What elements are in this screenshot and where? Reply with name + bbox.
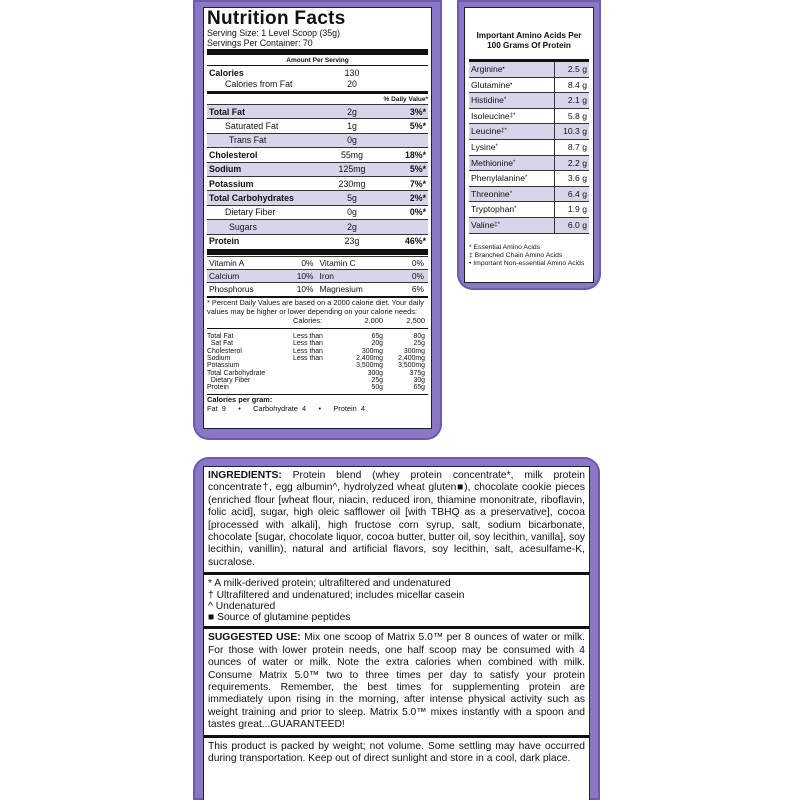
suggested-use-block [204,629,589,734]
nutrient-daily-value: 46%* [404,236,426,247]
dv-nutrient: Sat Fat [207,340,234,348]
divider-thick [207,249,428,255]
vitamin-name: Iron [318,269,399,282]
nutrient-row [207,176,428,190]
ingredients-block [204,467,589,572]
amino-acid-value: 8.4 g [567,79,587,90]
amino-acid-mark: * [503,97,507,104]
dv-2000: 300mg [361,347,383,355]
nutrient-amount: 2g [347,221,357,232]
dv-2500: 2,400mg [398,354,425,362]
amino-acid-row [469,93,589,109]
calories-from-fat-label: Calories from Fat [225,79,293,89]
amino-acid-name [469,156,555,171]
calories-header-2500: 2,500 [406,316,425,326]
vitamin-value: 10% [288,269,318,282]
amino-acid-name [469,187,555,202]
divider-mid [207,91,428,94]
nutrient-daily-value: 7%* [409,178,426,189]
legend-item: • Important Non-essential Amino Acids [469,259,585,267]
dv-nutrient: Total Carbohydrate [207,369,266,377]
amino-acid-row [469,171,589,187]
amino-acid-name-text: Leucine [471,126,502,137]
ingredients-panel [193,457,600,800]
nutrient-row [207,205,428,219]
dv-qualifier: Less than [293,340,323,348]
vitamin-value: 10% [288,282,318,295]
nutrient-amount: 0g [347,135,357,146]
ingredients-notes [204,575,589,626]
dv-2000: 50g [371,384,383,392]
vitamin-name: Phosphorus [207,282,288,295]
amino-acids-title: Important Amino Acids Per 100 Grams Of Protein [476,31,582,50]
dv-nutrient: Sodium [207,354,231,362]
amino-acid-name-text: Valine [471,219,495,230]
nutrient-row [207,104,428,118]
nutrient-row [207,118,428,132]
nutrient-label: Sodium [209,164,242,175]
dv-2500: 25g [413,340,425,348]
amino-acid-value: 8.7 g [567,141,587,152]
calories-header-2000: 2,000 [364,316,383,326]
nutrient-amount: 5g [347,193,357,204]
nutrient-label: Protein [209,236,240,247]
amino-acids-legend [469,244,589,268]
amino-acid-mark: • [502,66,505,72]
amino-acid-row [469,187,589,203]
amino-acid-name-text: Glutamine [471,79,511,90]
dv-nutrient: Dietary Fiber [207,376,251,384]
nutrient-daily-value: 5%* [409,164,426,175]
nutrient-daily-value: 2%* [409,193,426,204]
amino-acid-value: 5.8 g [567,110,587,121]
amino-acid-mark: ‡* [509,112,516,119]
nutrient-amount: 1g [347,121,357,132]
amino-acid-value: 10.3 g [563,126,587,137]
amino-acids-table [469,59,589,234]
ingredients-label [203,466,590,800]
amino-acid-value: 3.6 g [567,173,587,184]
amino-acid-value: 1.9 g [567,204,587,215]
amino-acid-name [469,78,555,93]
calories-from-fat-row [207,79,428,90]
dv-nutrient: Cholesterol [207,347,242,355]
vitamin-value: 0% [398,269,428,282]
nutrient-amount: 125mg [338,164,366,175]
dv-2000: 25g [371,376,383,384]
amino-acid-mark: ‡* [494,221,500,228]
amino-acid-mark: ‡* [501,128,507,135]
nutrient-label: Total Carbohydrates [209,193,294,204]
dv-qualifier [293,384,343,391]
amino-acid-name [469,124,555,139]
dv-qualifier [293,362,343,369]
amino-acid-name [469,171,555,186]
packing-note: This product is packed by weight; not volume. Some settling may have occurred during transportation. Keep out of direct sunlight and store in a cool, dark place. [208,740,585,765]
amino-acid-name-text: Arginine [471,64,503,74]
nutrient-daily-value: 5%* [409,121,426,132]
nutrient-label: Potassium [209,178,254,189]
amino-acid-value: 2.5 g [567,64,587,74]
divider [207,65,428,66]
nutrition-facts-title: Nutrition Facts [207,8,346,29]
amount-per-serving: Amount Per Serving [286,57,349,64]
dv-qualifier: Less than [293,347,323,355]
nutrient-row [207,219,428,233]
legend-item: ‡ Branched Chain Amino Acids [469,251,563,259]
nutrient-amount: 23g [344,236,360,247]
nutrient-row [207,162,428,176]
nutrient-label: Sugars [229,221,257,232]
dv-2000: 65g [371,333,383,341]
amino-acid-name [469,202,555,217]
amino-acids-panel [457,0,601,290]
nutrition-facts-panel [193,0,442,440]
nutrient-row [207,234,428,248]
dv-2500: 300mg [403,347,425,355]
dv-qualifier [293,370,343,377]
nutrition-facts-label [203,7,432,429]
nutrient-daily-value: 3%* [409,106,426,117]
amino-acid-name-text: Lysine [471,141,496,152]
ingredients-heading: INGREDIENTS: [208,470,282,481]
daily-value-table [207,333,428,391]
calories-header-row [207,316,428,326]
dv-qualifier: Less than [293,333,323,341]
ingredient-note: † Ultrafiltered and undenatured; includes micellar casein [208,589,465,601]
amino-acid-name [469,140,555,155]
amino-acid-mark: • [510,81,513,88]
dv-qualifier [293,377,343,384]
legend-item: * Essential Amino Acids [469,243,541,251]
calories-header-label: Calories: [293,316,323,326]
amino-acid-name-text: Tryptophan [471,204,515,215]
vitamin-name: Vitamin C [318,256,399,269]
amino-acid-mark: * [525,175,528,182]
vitamin-name: Vitamin A [207,256,288,269]
amino-acid-name-text: Isoleucine [471,110,510,121]
nutrient-amount: 230mg [338,178,366,189]
vitamin-name: Calcium [207,269,288,282]
nutrient-row [207,147,428,161]
dv-2000: 2,400mg [356,354,383,362]
amino-acids-label [464,7,594,283]
dv-nutrient: Potassium [207,362,240,370]
amino-acid-name-text: Histidine [471,95,504,106]
dv-nutrient: Protein [207,384,229,392]
amino-acid-row [469,78,589,94]
nutrient-label: Dietary Fiber [225,207,276,218]
dv-2500: 80g [413,333,425,341]
calories-row [207,68,428,79]
amino-acid-mark: * [509,190,513,197]
amino-acid-name-text: Phenylalanine [471,173,525,184]
nutrient-label: Saturated Fat [225,121,279,132]
amino-acid-name [469,218,555,233]
amino-acid-row [469,109,589,125]
amino-acid-row [469,62,589,78]
amino-acid-name [469,93,555,108]
suggested-use-heading: SUGGESTED USE: [208,632,301,644]
daily-value-footnote: * Percent Daily Values are based on a 2000 calorie diet. Your daily values may be higher or lower depending on your calorie needs: [207,297,424,316]
amino-acid-value: 2.2 g [567,157,587,168]
nutrient-amount: 0g [347,207,357,218]
amino-acid-mark: * [495,143,498,150]
calories-value: 130 [344,68,360,78]
amino-acid-mark: * [514,206,517,213]
dv-2000: 300g [367,369,383,377]
amino-acid-row [469,140,589,156]
amino-acid-row [469,156,589,172]
dv-qualifier: Less than [293,354,323,362]
nutrient-row [207,133,428,147]
nutrient-label: Total Fat [209,106,245,117]
dv-2500: 3,500mg [398,362,425,370]
calories-per-gram-label: Calories per gram: [207,395,273,405]
ingredients-text: Protein blend (whey protein concentrate*, milk protein concentrate†, egg albumin^, hydrolyzed wheat gluten■), chocolate cookie pieces (enriched flour [wheat flour, niacin, reduced iron, thiamine mononitrate, riboflavin, folic acid], sugar, high oleic safflower oil [with TBHQ as a preservative], cocoa [processed with alkali], high fructose corn syrup, salt, sodium bicarbonate, chocolate [sugar, chocolate liquor, cocoa butter, butter oil, soy lecithin, vanilla], soy lecithin, vanillin), natural and artificial flavors, soy lecithin, salt, acesulfame-K, sucralose. [208,470,585,568]
nutrient-amount: 55mg [340,149,363,160]
divider-thick [207,49,428,55]
suggested-use-text: Mix one scoop of Matrix 5.0™ per 8 ounces of water or milk. For those with lower protein needs, one half scoop may be consumed with 4 ounces of water or milk. Note the extra calories when combined with milk. Consume Matrix 5.0™ two to three times per day to satisfy your protein requirements. Remember, the best times for supplementing protein are immediately upon rising in the morning, after intense physical activity such as weight training and prior to sleep. Matrix 5.0™ mixes instantly with a spoon and tastes great...GUARANTEED! [208,632,585,731]
amino-acid-value: 2.1 g [567,95,587,106]
nutrient-label: Cholesterol [209,149,258,160]
amino-acid-value: 6.4 g [567,188,587,199]
ingredient-note: * A milk-derived protein; ultrafiltered and undenatured [208,578,451,590]
dv-2000: 3,500mg [356,362,383,370]
nutrient-amount: 2g [347,106,357,117]
vitamin-value: 0% [398,256,428,269]
amino-acid-name-text: Methionine [471,157,514,168]
daily-value-header: % Daily Value* [383,96,428,103]
vitamin-name: Magnesium [318,282,399,295]
serving-size: Serving Size: 1 Level Scoop (35g) [207,28,341,38]
nutrient-rows [207,104,428,248]
vitamin-value: 0% [288,256,318,269]
amino-acid-value: 6.0 g [567,219,587,230]
divider [207,328,428,329]
amino-acid-name [469,109,555,124]
amino-acid-mark: * [513,159,516,166]
nutrient-row [207,190,428,204]
amino-acid-name [469,62,555,77]
calories-from-fat-value: 20 [347,79,357,89]
nutrient-label: Trans Fat [229,135,267,146]
amino-acid-row [469,124,589,140]
vitamin-grid [207,256,428,295]
dv-nutrient: Total Fat [207,333,234,341]
vitamin-value: 6% [398,282,428,295]
nutrient-daily-value: 0%* [409,207,426,218]
ingredient-note: ■ Source of glutamine peptides [208,612,351,624]
servings-per-container: Servings Per Container: 70 [207,38,313,48]
dv-2500: 375g [409,369,425,377]
amino-acid-row [469,218,589,234]
dv-2500: 65g [413,384,425,392]
calories-label: Calories [209,68,244,78]
calories-per-gram: Fat 9 • Carbohydrate 4 • Protein 4 [207,404,365,414]
dv-2500: 30g [413,376,425,384]
amino-acid-name-text: Threonine [471,188,510,199]
amino-acid-row [469,202,589,218]
ingredient-note: ^ Undenatured [208,600,276,612]
dv-2000: 20g [371,340,383,348]
nutrient-daily-value: 18%* [404,149,426,160]
